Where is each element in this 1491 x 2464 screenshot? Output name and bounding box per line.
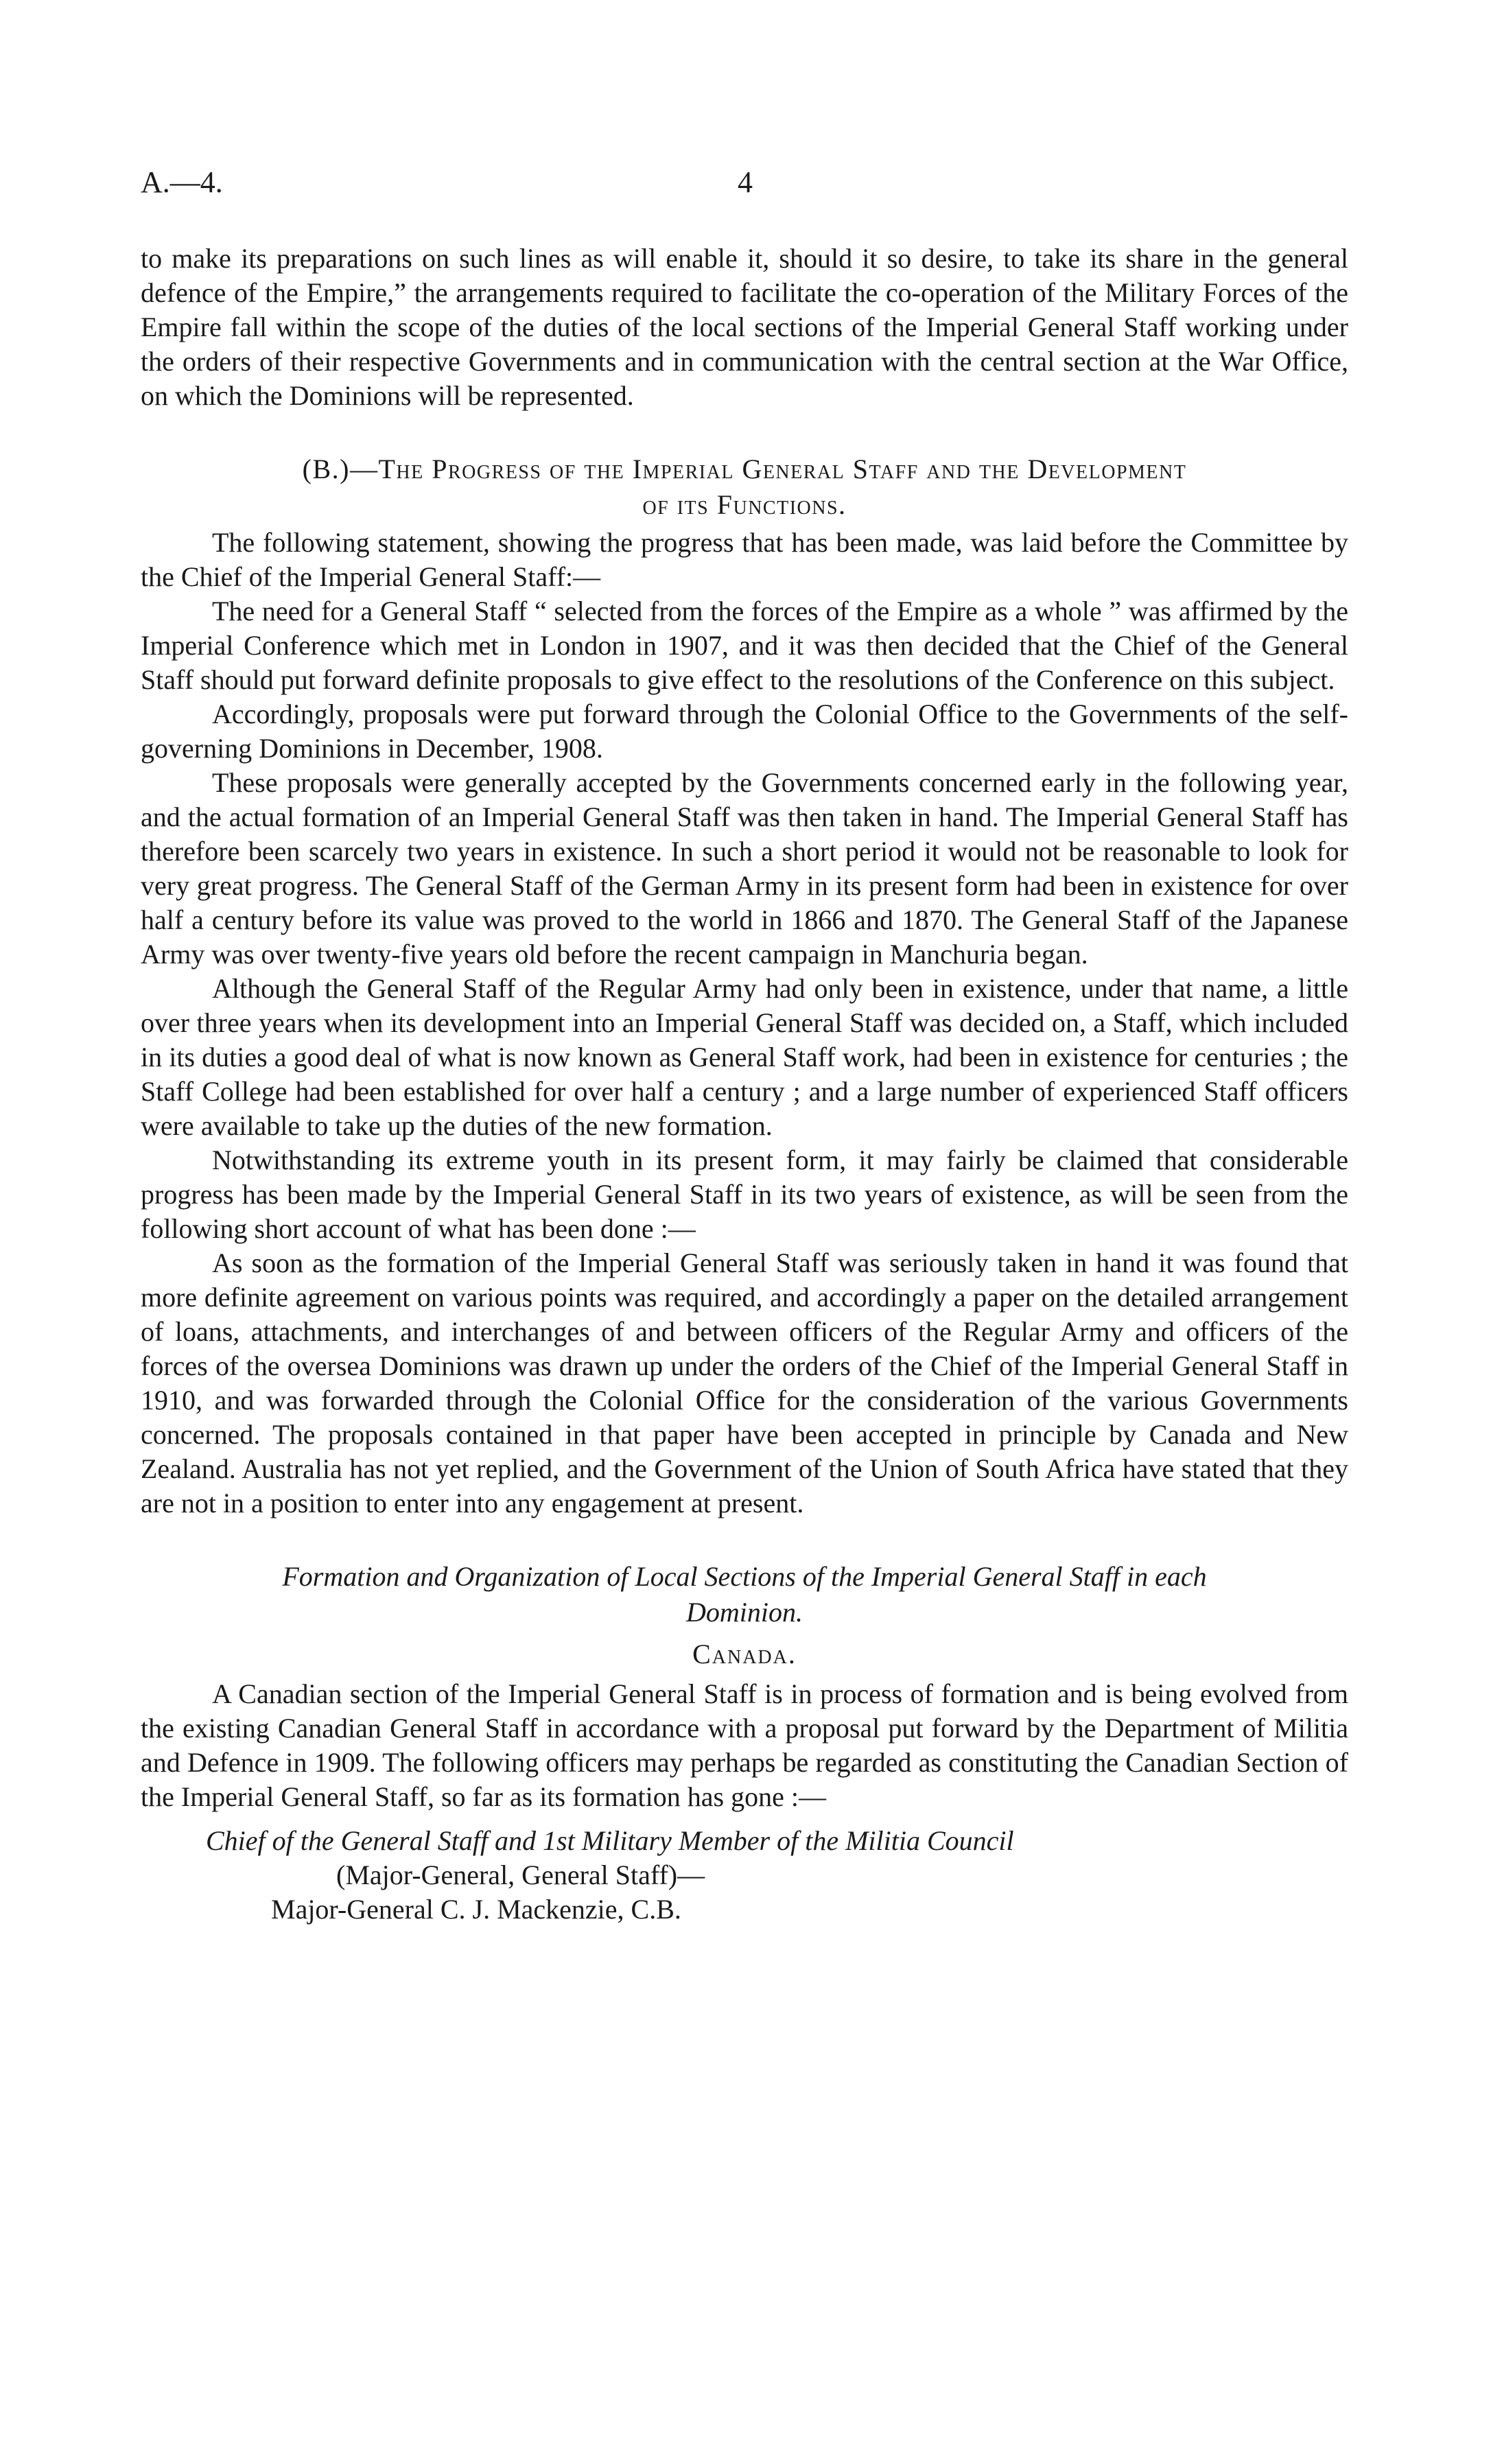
page-body — [141, 242, 1348, 1927]
canada-heading: Canada. — [692, 1639, 797, 1669]
formation-heading — [141, 1559, 1348, 1630]
paragraph-as-soon: As soon as the formation of the Imperial General Staff was seriously taken in hand it was found that more definite agreement on various points was required, and accordingly a paper on the detailed arrangement of loans, attachments, and interchanges of and between officers of the Regular Army and officers of the forces of the oversea Dominions was drawn up under the orders of the Chief of the Imperial General Staff in 1910, and was forwarded through the Colonial Office for the consideration of the various Governments concerned. The proposals contained in that paper have been accepted in principle by Canada and New Zealand. Australia has not yet replied, and the Government of the Union of South Africa have stated that they are not in a position to enter into any engagement at present. — [141, 1247, 1348, 1518]
paragraph-although: Although the General Staff of the Regular Army had only been in existence, under that name, a little over three years when its development into an Imperial General Staff was decided on, a Staff, which included in its duties a good deal of what is now known as General Staff work, had been in existence for centuries ; the Staff College had been established for over half a century ; and a large number of experienced Staff officers were available to take up the duties of the new formation. — [141, 973, 1348, 1141]
page-header — [141, 165, 1348, 213]
appointment-title: Chief of the General Staff and 1st Military Member of the Militia Council — [206, 1825, 1014, 1856]
section-b-heading-line1: (B.)—The Progress of the Imperial General Staff and the Development — [302, 454, 1187, 484]
paragraph-need: The need for a General Staff “ selected from the forces of the Empire as a whole ” was affirmed by the Imperial Conference which met in London in 1907, and it was then decided that the Chief of the General Staff should put forward definite proposals to give effect to the resolutions of the Conference on this subject. — [141, 596, 1348, 695]
page-number: 4 — [738, 165, 753, 199]
appointment-rank: (Major-General, General Staff)— — [336, 1859, 705, 1890]
document-reference: A.—4. — [141, 165, 223, 199]
paragraph-canadian-section: A Canadian section of the Imperial General Staff is in process of formation and is being evolved from the existing Canadian General Staff in accordance with a proposal put forward by the Department of Militia and Defence in 1909. The following officers may perhaps be regarded as constituting the Canadian Section of the Imperial General Staff, so far as its formation has gone :— — [141, 1678, 1348, 1812]
paragraph-these-proposals: These proposals were generally accepted by the Governments concerned early in the following year, and the actual formation of an Imperial General Staff was then taken in hand. The Imperial General Staff has therefore been scarcely two years in existence. In such a short period it would not be reasonable to look for very great progress. The General Staff of the German Army in its present form had been in existence for over half a century before its value was proved to the world in 1866 and 1870. The General Staff of the Japanese Army was over twenty-five years old before the recent campaign in Manchuria began. — [141, 767, 1348, 970]
paragraph-statement-intro: The following statement, showing the progress that has been made, was laid before the Committee by the Chief of the Imperial General Staff:— — [141, 527, 1348, 592]
paragraph-opening: to make its preparations on such lines as will enable it, should it so desire, to take its share in the general defence of the Empire,” the arrangements required to facilitate the co-operation of the Military Forces of the Empire fall within the scope of the duties of the local sections of the Imperial General Staff working under the orders of their respective Governments and in communication with the central section at the War Office, on which the Dominions will be represented. — [141, 243, 1348, 411]
appointment-entry — [141, 1824, 1348, 1927]
paragraph-notwithstanding: Notwithstanding its extreme youth in its present form, it may fairly be claimed that considerable progress has been made by the Imperial General Staff in its two years of existence, as will be seen from the following short account of what has been done :— — [141, 1145, 1348, 1244]
paragraph-accordingly: Accordingly, proposals were put forward through the Colonial Office to the Governments of the self-governing Dominions in December, 1908. — [141, 699, 1348, 764]
appointment-name: Major-General C. J. Mackenzie, C.B. — [271, 1894, 681, 1925]
section-b-heading — [141, 451, 1348, 523]
formation-heading-line2: Dominion. — [686, 1597, 803, 1628]
section-b-heading-line2: of its Functions. — [642, 489, 847, 520]
formation-heading-line1: Formation and Organization of Local Sections of the Imperial General Staff in each — [282, 1561, 1207, 1592]
